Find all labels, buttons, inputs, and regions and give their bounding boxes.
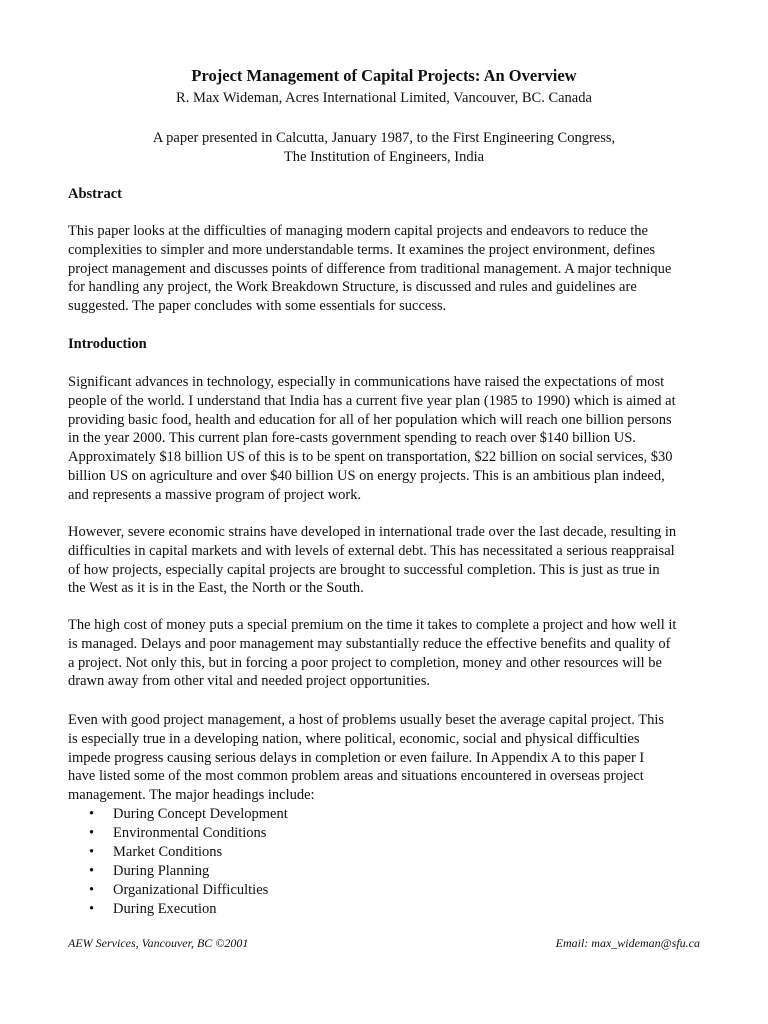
bullet-icon: • [89, 882, 95, 898]
text-line: is especially true in a developing nation, where political, economic, social and physical difficulties [68, 730, 640, 747]
list-item-label: During Execution [113, 901, 217, 917]
text-line: a project. Not only this, but in forcing a poor project to completion, money and other resources will be [68, 654, 662, 671]
text-line: suggested. The paper concludes with some essentials for success. [68, 298, 447, 315]
text-line: is managed. Delays and poor management may substantially reduce the effective benefits and quality of [68, 635, 671, 652]
intro-paragraph-3 [68, 616, 708, 691]
text-line: drawn away from other vital and needed project opportunities. [68, 673, 430, 690]
text-line: people of the world. I understand that India has a current five year plan (1985 to 1990) which is aimed at [68, 392, 676, 409]
list-item [68, 824, 288, 843]
intro-paragraph-4 [68, 711, 708, 805]
text-line: project management and discusses points of difference from traditional management. A major technique [68, 260, 672, 277]
bullet-icon: • [89, 863, 95, 879]
list-item-label: Organizational Difficulties [113, 882, 269, 898]
list-item [68, 862, 288, 881]
text-line: However, severe economic strains have developed in international trade over the last decade, resulting in [68, 524, 677, 540]
text-line: the West as it is in the East, the North or the South. [68, 580, 364, 597]
text-line: impede progress causing serious delays in completion or even failure. In Appendix A to this paper I [68, 749, 645, 766]
text-line: of how projects, especially capital projects are brought to successful completion. This is just as true in [68, 561, 660, 578]
presentation-note-line: The Institution of Engineers, India [283, 148, 485, 165]
document-title: Project Management of Capital Projects: An Overview [191, 66, 577, 85]
text-line: in the year 2000. This current plan fore-casts government spending to reach over $140 billion US. [68, 430, 636, 447]
list-item [68, 843, 288, 862]
bullet-icon: • [89, 901, 95, 917]
abstract-paragraph [68, 222, 708, 316]
text-line: and represents a massive program of project work. [68, 486, 362, 503]
text-line: difficulties in capital markets and with levels of external debt. This has necessitated a serious reappraisal [68, 542, 675, 559]
text-line: This paper looks at the difficulties of managing modern capital projects and endeavors to reduce the [68, 223, 648, 239]
presentation-note-line: A paper presented in Calcutta, January 1987, to the First Engineering Congress, [152, 130, 616, 146]
intro-paragraph-2 [68, 523, 708, 598]
list-item [68, 881, 288, 900]
presentation-note [0, 129, 768, 166]
text-line: have listed some of the most common problem areas and situations encountered in overseas project [68, 768, 644, 785]
abstract-heading: Abstract [68, 186, 122, 202]
introduction-heading: Introduction [68, 336, 147, 352]
list-item-label: During Planning [113, 863, 210, 879]
major-headings-list [68, 805, 288, 919]
list-item-label: Market Conditions [113, 844, 223, 860]
text-line: billion US on agriculture and over $40 billion US on energy projects. This is an ambitious plan indeed, [68, 467, 665, 484]
intro-paragraph-1 [68, 373, 708, 505]
text-line: Approximately $18 billion US of this is to be spent on transportation, $22 billion on social services, $30 [68, 449, 673, 466]
text-line: management. The major headings include: [68, 787, 315, 804]
author-line: R. Max Wideman, Acres International Limited, Vancouver, BC. Canada [176, 90, 592, 106]
list-item [68, 900, 288, 919]
text-line: Even with good project management, a host of problems usually beset the average capital project. This [68, 712, 665, 728]
text-line: providing basic food, health and education for all of her population which will reach one billion persons [68, 411, 672, 428]
footer-email: Email: max_wideman@sfu.ca [555, 936, 700, 950]
text-line: for handling any project, the Work Breakdown Structure, is discussed and rules and guidelines are [68, 279, 637, 296]
bullet-icon: • [89, 844, 95, 860]
list-item-label: Environmental Conditions [113, 825, 267, 841]
text-line: Significant advances in technology, especially in communications have raised the expectations of most [68, 374, 665, 390]
text-line: complexities to simpler and more understandable terms. It examines the project environment, defines [68, 241, 656, 258]
text-line: The high cost of money puts a special premium on the time it takes to complete a project and how well it [68, 617, 677, 633]
bullet-icon: • [89, 806, 95, 822]
list-item-label: During Concept Development [113, 806, 288, 822]
bullet-icon: • [89, 825, 95, 841]
list-item [68, 805, 288, 824]
footer-copyright: AEW Services, Vancouver, BC ©2001 [68, 936, 249, 950]
